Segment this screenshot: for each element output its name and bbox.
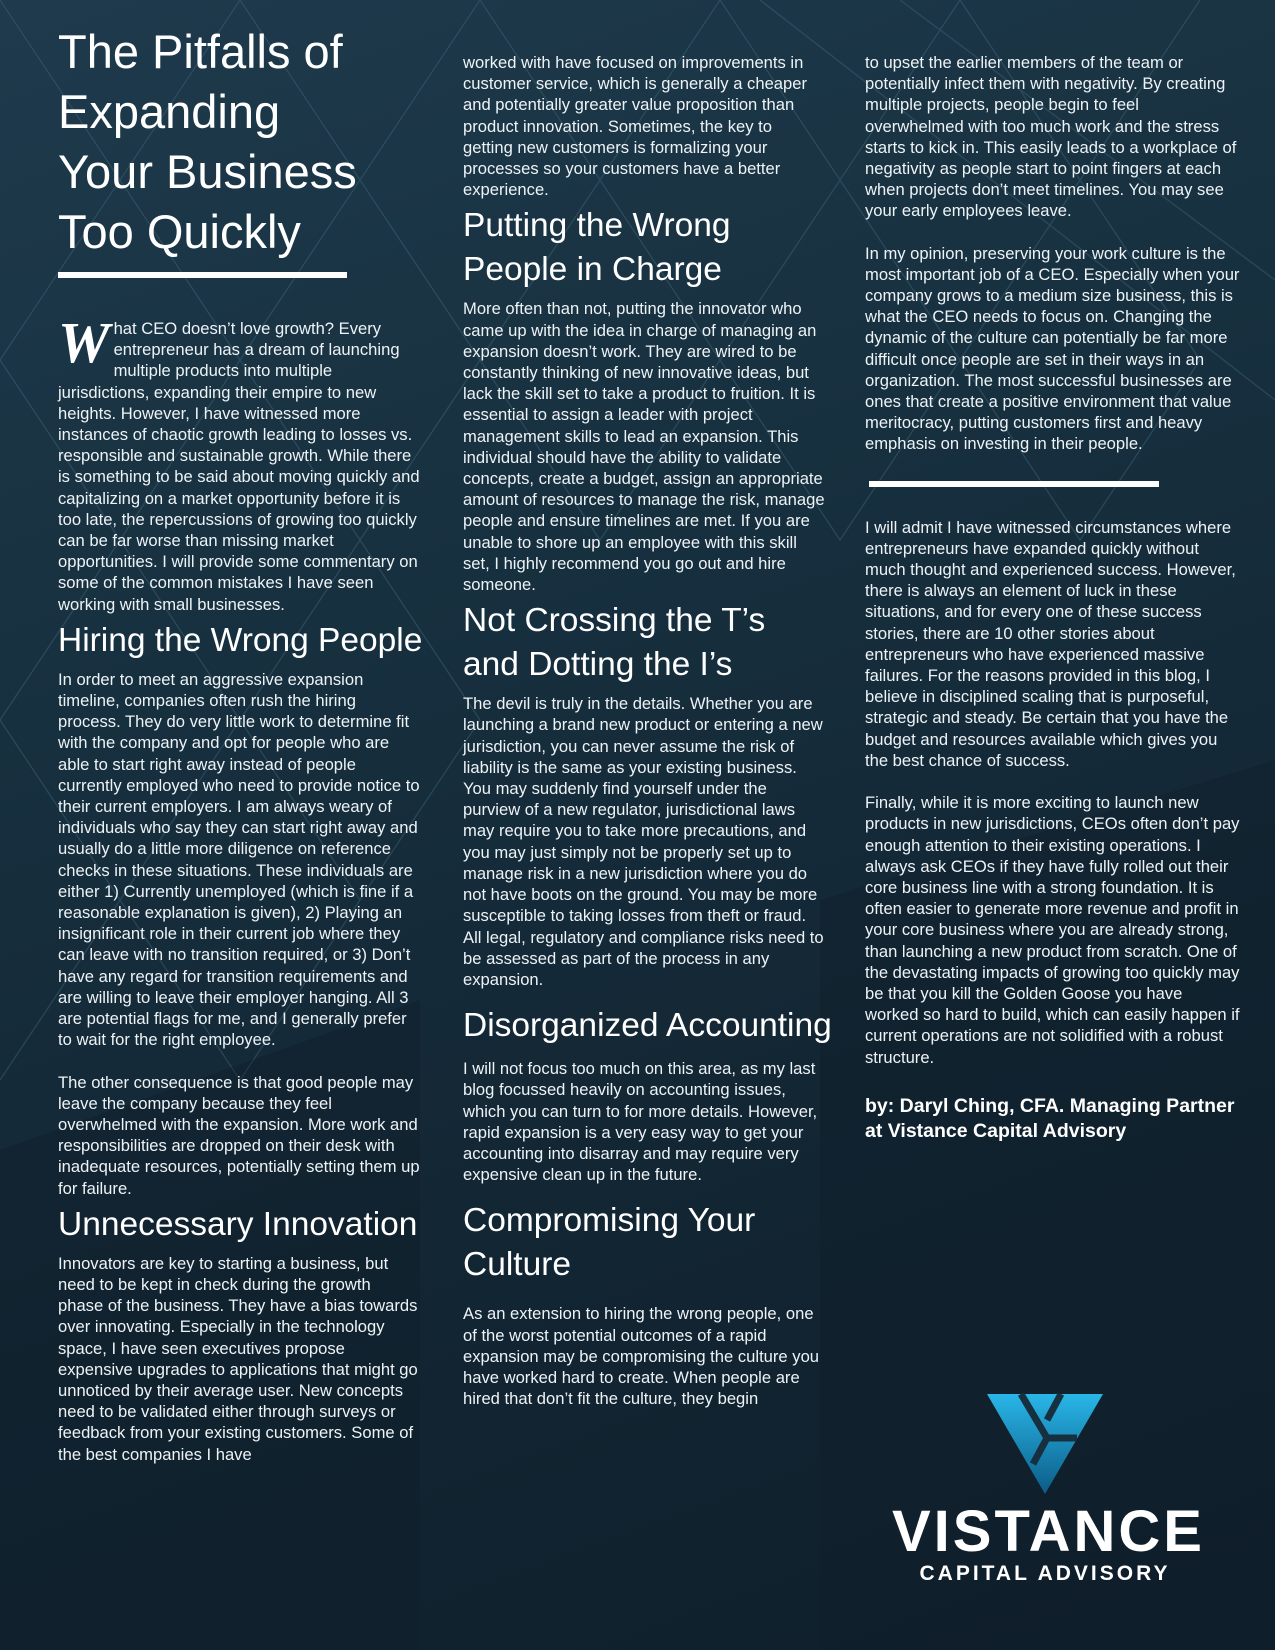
details-paragraph: The devil is truly in the details. Whether you are launching a brand new product or entering a new jurisdiction, you can never assume the risk of liability is the same as your existing business. You may suddenly find yourself under the purview of a new regulator, jurisdictional laws may require you to take more precautions, and you may just simply not be properly set up to manage risk in a new jurisdiction where you do not have boots on the ground. You may be more susceptible to taking losses from theft or fraud. All legal, regulatory and compliance risks need to be assessed as part of the process in any expansion. <box>463 694 824 989</box>
hiring-paragraph-2: The other consequence is that good people may leave the company because they feel overwhelmed with the expansion. More work and responsibilities are dropped on their desk with inadequate resources, potentially setting them up for failure. <box>58 1072 420 1198</box>
culture-paragraph-part-2: to upset the earlier members of the team or potentially infect them with negativity. By creating multiple projects, people begin to feel overwhelmed with too much work and the stress starts to kick in. This easily leads to a workplace of negativity as people start to point fingers at each when projects don’t meet timelines. You may see your early employees leave. <box>865 53 1237 221</box>
culture-paragraph-2: In my opinion, preserving your work culture is the most important job of a CEO. Especially when your company grows to a medium size business, this is what the CEO needs to focus on. Changing the dynamic of the culture can potentially be far more difficult once people are set in their ways in an organization. The most successful businesses are ones that create a positive environment that value meritocracy, putting customers first and heavy emphasis on investing in their people. <box>865 243 1240 454</box>
logo-subtitle: CAPITAL ADVISORY <box>919 1562 1171 1585</box>
hiring-paragraph-1: In order to meet an aggressive expansion timeline, companies often rush the hiring process. They do very little work to determine fit with the company and opt for people who are able to start right away instead of people currently employed who need to provide notice to their current employers. I am always weary of individuals who say they can start right away and usually do a little more diligence on reference checks in these situations. These individuals are either 1) Currently unemployed (which is fine if a reasonable explanation is given), 2) Playing an insignificant role in their current job where they can leave with no transition required, or 3) Don’t have any regard for transition requirements and are willing to leave their employer hanging. All 3 are potential flags for me, and I generally prefer to wait for the right employee. <box>58 669 420 1050</box>
title-underline <box>58 272 347 278</box>
charge-paragraph: More often than not, putting the innovator who came up with the idea in charge of managing an expansion doesn’t work. They are wired to be constantly thinking of new innovative ideas, but lack the skill set to take a product to fruition. It is essential to assign a leader with project management skills to lead an expansion. This individual should have the ability to validate concepts, create a budget, assign an appropriate amount of resources to manage the risk, manage people and ensure timelines are met. If you are unable to shore up an employee with this skill set, I highly recommend you go out and hire someone. <box>463 299 825 595</box>
drop-cap: W <box>58 310 110 375</box>
section-heading-culture: Compromising Your Culture <box>463 1202 756 1284</box>
logo-wordmark: VISTANCE <box>892 1499 1205 1564</box>
section-heading-charge: Putting the Wrong People in Charge <box>463 207 731 289</box>
title-line: The Pitfalls of <box>58 25 343 78</box>
closing-paragraph-2: Finally, while it is more exciting to launch new products in new jurisdictions, CEOs often don’t pay enough attention to their existing operations. I always ask CEOs if they have fully rolled out their core business line with a strong foundation. It is often easier to generate more revenue and profit in your core business where you are already strong, than launching a new product from scratch. One of the devastating impacts of growing too quickly may be that you kill the Golden Goose you have worked so hard to build, which can easily happen if current operations are not solidified with a robust structure. <box>865 793 1240 1067</box>
section-heading-details: Not Crossing the T’s and Dotting the I’s <box>463 602 766 684</box>
title-line: Your Business <box>58 145 357 198</box>
innovation-paragraph-part-1: Innovators are key to starting a business, but need to be kept in check during the growth phase of the business. They have a bias towards over innovating. Especially in the technology space, I have seen executives propose expensive upgrades to applications that might go unnoticed by their average user. New concepts need to be validated either through surveys or feedback from your existing customers. Some of the best companies I have <box>58 1253 418 1464</box>
article-title <box>58 22 420 262</box>
title-line: Expanding <box>58 85 281 138</box>
column-3 <box>865 52 1240 1144</box>
author-byline: by: Daryl Ching, CFA. Managing Partner at Vistance Capital Advisory <box>865 1094 1235 1142</box>
section-heading-innovation: Unnecessary Innovation <box>58 1205 418 1243</box>
intro-paragraph <box>58 310 420 615</box>
accounting-paragraph: I will not focus too much on this area, as my last blog focussed heavily on accounting issues, which you can turn to for more details. However, rapid expansion is a very easy way to get your accounting into disarray and may require very expensive clean up in the future. <box>463 1059 818 1185</box>
section-heading-accounting: Disorganized Accounting <box>463 1007 832 1045</box>
vistance-triangle-logo-icon <box>985 1392 1105 1496</box>
innovation-paragraph-part-2: worked with have focused on improvements in customer service, which is generally a cheaper and potentially greater value proposition than product innovation. Sometimes, the key to getting new customers is formalizing your processes so your customers have a better experience. <box>463 53 808 200</box>
column-1 <box>58 22 423 1465</box>
section-heading-hiring: Hiring the Wrong People <box>58 621 423 659</box>
company-logo <box>892 1392 1205 1586</box>
closing-paragraph-1: I will admit I have witnessed circumstances where entrepreneurs have expanded quickly without much thought and experienced success. However, there is always an element of luck in these situations, and for every one of these success stories, there are 10 other stories about entrepreneurs who have experienced massive failures. For the reasons provided in this blog, I believe in disciplined scaling that is purposeful, strategic and steady. Be certain that you have the budget and resources available which gives you the best chance of success. <box>865 517 1236 770</box>
culture-paragraph-part-1: As an extension to hiring the wrong people, one of the worst potential outcomes of a rapid expansion may be compromising the culture you have worked hard to create. When people are hired that don’t fit the culture, they begin <box>463 1304 820 1409</box>
title-line: Too Quickly <box>58 205 301 258</box>
intro-text: hat CEO doesn’t love growth? Every entrepreneur has a dream of launching multiple products into multiple jurisdictions, expanding their empire to new heights. However, I have witnessed more instances of chaotic growth leading to losses vs. responsible and sustainable growth. While there is something to be said about moving quickly and capitalizing on a market opportunity before it is too late, the repercussions of growing too quickly can be far worse than missing market opportunities. I will provide some commentary on some of the common mistakes I have seen working with small businesses. <box>58 319 420 614</box>
divider-rule <box>869 481 1159 487</box>
column-2 <box>463 52 832 1409</box>
